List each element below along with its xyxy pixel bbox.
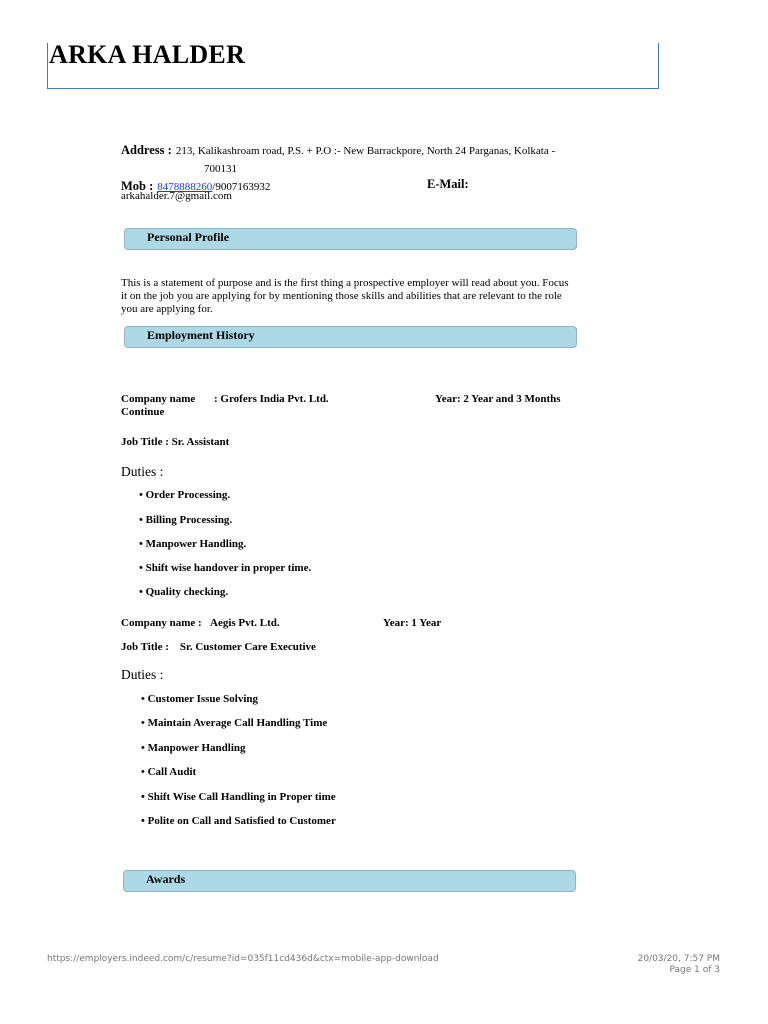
profile-text: [121, 277, 591, 316]
profile-line: This is a statement of purpose and is the first thing a prospective employer will read about you. Focus: [121, 277, 569, 289]
duty-item: • Call Audit: [141, 766, 197, 778]
duty-item: • Manpower Handling: [141, 742, 246, 754]
job1-year: Year: 2 Year and 3 Months: [435, 393, 561, 405]
job1-title: Job Title : Sr. Assistant: [121, 436, 230, 448]
job2-company: Aegis Pvt. Ltd.: [210, 617, 280, 629]
duty-item: • Manpower Handling.: [139, 538, 247, 550]
profile-line: it on the job you are applying for by mentioning those skills and abilities that are relevant to the role: [121, 290, 562, 302]
job1-duties-label: Duties :: [121, 464, 164, 479]
address-block: [121, 141, 555, 159]
section-personal-profile: [124, 228, 577, 250]
candidate-name: ARKA HALDER: [49, 40, 246, 69]
profile-line: you are applying for.: [121, 303, 213, 315]
email-value: arkahalder.7@gmail.com: [121, 190, 232, 202]
footer-page-number: Page 1 of 3: [669, 965, 720, 975]
duty-item: • Polite on Call and Satisfied to Customer: [141, 815, 336, 827]
email-label: E-Mail:: [427, 177, 469, 191]
footer-url[interactable]: https://employers.indeed.com/c/resume?id=035f11cd436d&ctx=mobile-app-download: [47, 954, 439, 964]
address-line2: 700131: [204, 163, 237, 175]
job1-company: : Grofers India Pvt. Ltd.: [214, 393, 329, 405]
mob-label: Mob :: [121, 179, 154, 193]
duty-item: • Order Processing.: [139, 489, 231, 501]
footer-datetime: 20/03/20, 7:57 PM: [637, 954, 720, 964]
job2-duties-label: Duties :: [121, 667, 164, 682]
duty-item: • Quality checking.: [139, 586, 229, 598]
job2-title: Job Title : Sr. Customer Care Executive: [121, 641, 316, 653]
duty-item: • Shift wise handover in proper time.: [139, 562, 312, 574]
section-employment-history: [124, 326, 577, 348]
job2-year: Year: 1 Year: [383, 617, 442, 629]
section-title: Awards: [146, 872, 186, 886]
address-line1: 213, Kalikashroam road, P.S. + P.O :- New Barrackpore, North 24 Parganas, Kolkata -: [175, 145, 556, 157]
duty-item: • Maintain Average Call Handling Time: [141, 717, 328, 729]
job2-company-label: Company name :: [121, 617, 202, 629]
duty-item: • Billing Processing.: [139, 514, 233, 526]
address-label: Address :: [121, 143, 172, 157]
section-title: Personal Profile: [147, 230, 230, 244]
duty-item: • Customer Issue Solving: [141, 693, 259, 705]
job1-continue: Continue: [121, 406, 165, 418]
job1-company-label: Company name: [121, 393, 196, 405]
section-title: Employment History: [147, 328, 255, 342]
section-awards: [123, 870, 576, 892]
phone-link[interactable]: 8478888260: [157, 181, 213, 193]
phone-alt: /9007163932: [212, 181, 271, 193]
duty-item: • Shift Wise Call Handling in Proper time: [141, 791, 336, 803]
